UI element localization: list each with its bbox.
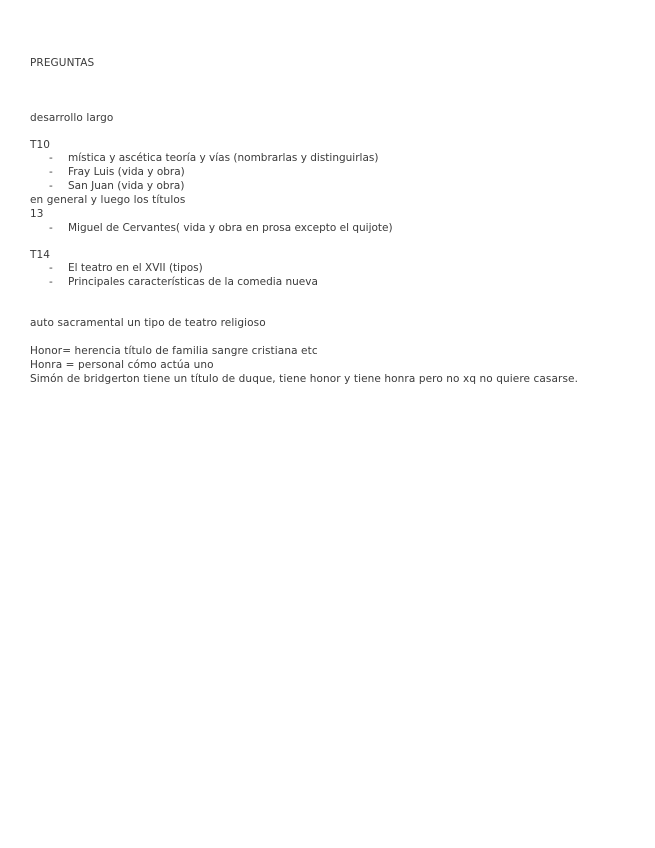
list-item-text: San Juan (vida y obra) [68,180,185,192]
bullet-dash: - [49,152,53,164]
list-item-text: El teatro en el XVII (tipos) [68,262,203,274]
note-line: Simón de bridgerton tiene un título de duque, tiene honor y tiene honra pero no xq no quiere casarse. [30,373,579,385]
bullet-dash: - [49,180,53,192]
note-line: Honor= herencia título de familia sangre cristiana etc [30,345,318,357]
list-item-text: mística y ascética teoría y vías (nombrarlas y distinguirlas) [68,152,379,164]
bullet-dash: - [49,262,53,274]
section-label-13: 13 [30,208,44,220]
section-label-t10: T10 [30,139,51,151]
section-label-t14: T14 [30,249,51,261]
document-heading: PREGUNTAS [30,57,95,69]
list-item-text: Fray Luis (vida y obra) [68,166,185,178]
bullet-dash: - [49,166,53,178]
document-subheading: desarrollo largo [30,112,114,124]
note-line: auto sacramental un tipo de teatro religioso [30,317,266,329]
bullet-dash: - [49,222,53,234]
list-item-text: Miguel de Cervantes( vida y obra en prosa excepto el quijote) [68,222,393,234]
bullet-dash: - [49,276,53,288]
list-item-text: Principales características de la comedia nueva [68,276,318,288]
note-line: Honra = personal cómo actúa uno [30,359,214,371]
section-note: en general y luego los títulos [30,194,186,206]
